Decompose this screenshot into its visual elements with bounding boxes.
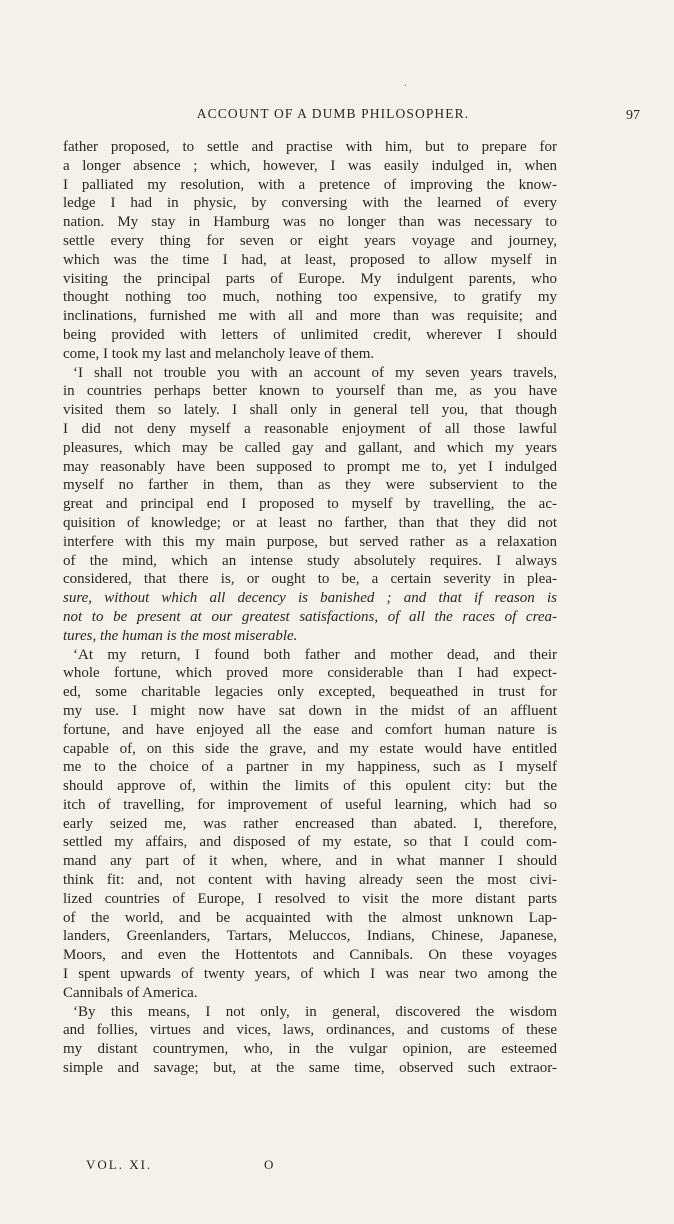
text-line: should approve of, within the limits of this opulent city: but the: [63, 778, 557, 795]
text-line: Cannibals of America.: [63, 984, 198, 1001]
text-line: interfere with this my main purpose, but served rather as a relaxation: [63, 533, 557, 550]
text-line-italic: not to be present at our greatest satisfactions, of all the races of crea-: [63, 608, 557, 625]
text-line: I palliated my resolution, with a pretence of improving the know-: [63, 176, 557, 193]
text-line: ‘I shall not trouble you with an account of my seven years travels,: [73, 364, 557, 381]
volume-label: VOL. XI.: [86, 1157, 153, 1172]
text-line: father proposed, to settle and practise with him, but to prepare for: [63, 139, 557, 155]
text-line: me to the choice of a partner in my happiness, such as I myself: [63, 759, 557, 776]
text-line: of the world, and be acquainted with the almost unknown Lap-: [63, 909, 557, 926]
top-mark: .: [404, 78, 407, 89]
text-line: I did not deny myself a reasonable enjoyment of all those lawful: [63, 420, 557, 437]
text-line: capable of, on this side the grave, and my estate would have entitled: [63, 740, 557, 757]
text-line: landers, Greenlanders, Tartars, Meluccos, Indians, Chinese, Japanese,: [63, 928, 557, 945]
text-line: quisition of knowledge; or at least no farther, than that they did not: [63, 514, 557, 531]
text-line: in countries perhaps better known to yourself than me, as you have: [63, 383, 557, 400]
text-line: settle every thing for seven or eight years voyage and journey,: [63, 232, 557, 249]
text-line-italic: sure, without which all decency is banished ; and that if reason is: [63, 590, 557, 607]
text-line: ed, some charitable legacies only excepted, bequeathed in trust for: [63, 684, 557, 701]
text-line: lized countries of Europe, I resolved to visit the more distant parts: [63, 890, 557, 907]
text-line: ‘At my return, I found both father and mother dead, and their: [73, 646, 557, 663]
text-line: think fit: and, not content with having already seen the most civi-: [63, 872, 557, 889]
text-line-italic: tures, the human is the most miserable.: [63, 627, 298, 644]
text-line: mand any part of it when, where, and in what manner I should: [63, 853, 557, 870]
text-line: whole fortune, which proved more considerable than I had expect-: [63, 665, 557, 682]
text-line: may reasonably have been supposed to prompt me to, yet I indulged: [63, 458, 557, 475]
text-line: itch of travelling, for improvement of useful learning, which had so: [63, 796, 557, 813]
text-line: fortune, and have enjoyed all the ease and comfort human nature is: [63, 721, 557, 738]
text-line: my use. I might now have sat down in the midst of an affluent: [63, 702, 557, 719]
text-line: ‘By this means, I not only, in general, discovered the wisdom: [73, 1003, 557, 1020]
text-line: thought nothing too much, nothing too expensive, to gratify my: [63, 289, 557, 306]
text-line: early seized me, was rather encreased than abated. I, therefore,: [63, 815, 557, 832]
text-line: being provided with letters of unlimited credit, wherever I should: [63, 326, 557, 343]
text-line: simple and savage; but, at the same time, observed such extraor-: [63, 1060, 557, 1077]
signature-mark: O: [264, 1157, 276, 1172]
text-line: my distant countrymen, who, in the vulgar opinion, are esteemed: [63, 1041, 557, 1058]
text-line: visited them so lately. I shall only in general tell you, that though: [63, 402, 557, 419]
text-line: pleasures, which may be called gay and gallant, and which my years: [63, 439, 557, 456]
text-line: myself no farther in them, than as they were subservient to the: [63, 477, 557, 494]
text-line: I spent upwards of twenty years, of which I was near two among the: [63, 966, 557, 983]
text-line: inclinations, furnished me with all and more than was requisite; and: [63, 308, 557, 325]
text-line: great and principal end I proposed to myself by travelling, the ac-: [63, 496, 557, 513]
text-line: of the mind, which an intense study absolutely requires. I always: [63, 552, 557, 569]
text-line: nation. My stay in Hamburg was no longer than was necessary to: [63, 214, 557, 231]
text-line: and follies, virtues and vices, laws, ordinances, and customs of these: [63, 1022, 557, 1039]
text-line: considered, that there is, or ought to be, a certain severity in plea-: [63, 571, 557, 588]
running-title: ACCOUNT OF A DUMB PHILOSOPHER.: [196, 106, 470, 121]
text-line: come, I took my last and melancholy leave of them.: [63, 345, 375, 362]
text-line: Moors, and even the Hottentots and Cannibals. On these voyages: [63, 947, 557, 964]
text-line: which was the time I had, at least, proposed to allow myself in: [63, 251, 557, 268]
page-number: 97: [626, 108, 640, 123]
text-line: a longer absence ; which, however, I was easily indulged in, when: [63, 157, 557, 174]
text-line: settled my affairs, and disposed of my estate, so that I could com-: [63, 834, 557, 851]
body-text: [63, 138, 557, 1078]
text-line: ledge I had in physic, by conversing with the learned of every: [63, 195, 557, 212]
text-line: visiting the principal parts of Europe. My indulgent parents, who: [63, 270, 557, 287]
